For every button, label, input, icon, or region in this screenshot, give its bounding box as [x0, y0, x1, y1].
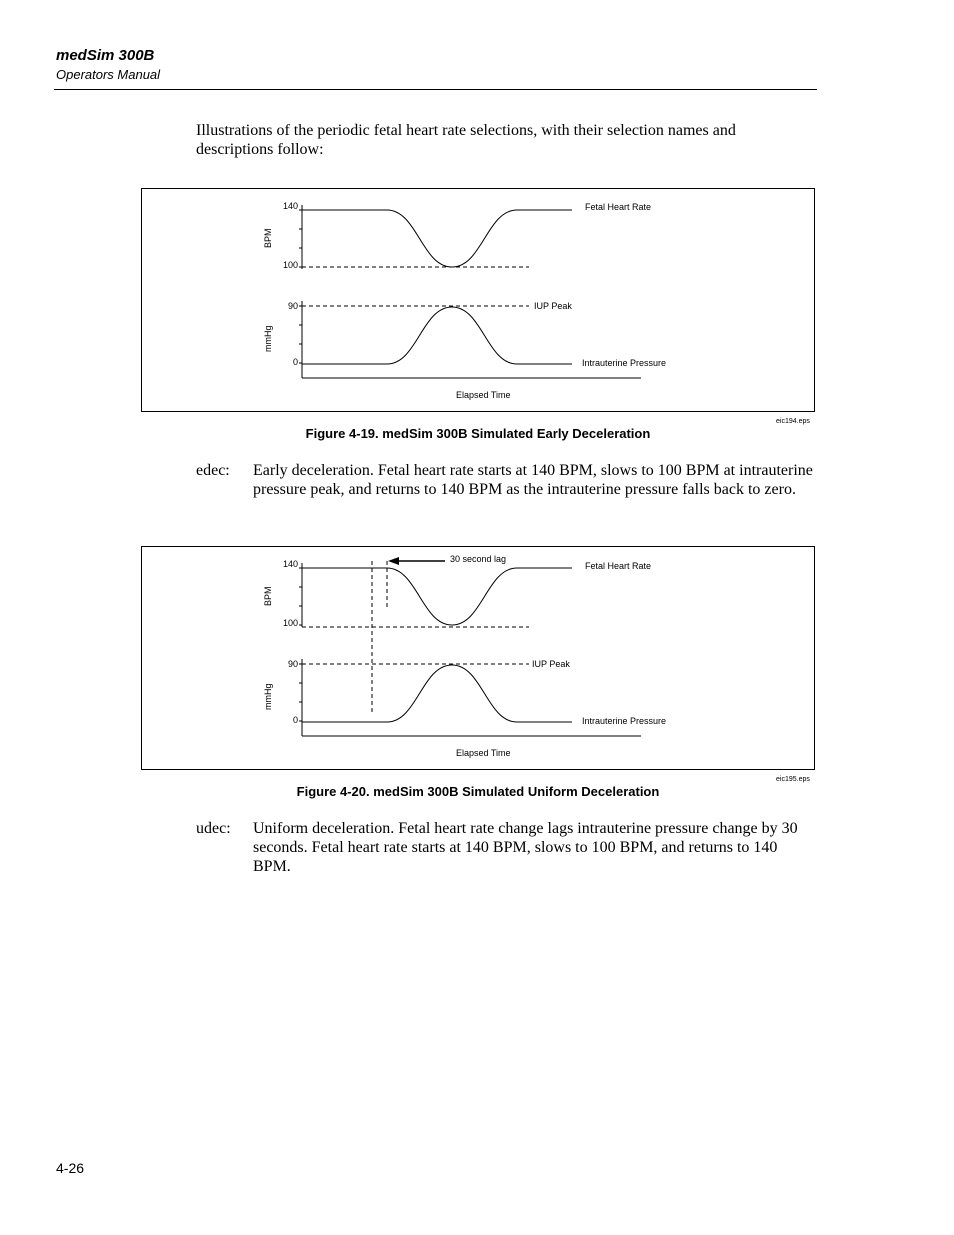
header-rule: [54, 89, 817, 90]
fetal-heart-rate-label: Fetal Heart Rate: [585, 202, 652, 212]
figure-caption: Figure 4-20. medSim 300B Simulated Uniform Deceleration: [296, 784, 660, 799]
elapsed-time-label: Elapsed Time: [456, 390, 511, 400]
tick-label-100: 100: [283, 618, 299, 628]
early-deceleration-diagram: [142, 189, 816, 413]
mmhg-axis-label: mmHg: [263, 325, 273, 352]
intrauterine-pressure-curve: [302, 307, 572, 364]
tick-label-140: 140: [283, 559, 299, 569]
tick-label-0: 0: [293, 357, 299, 367]
page-number: 4-26: [56, 1160, 85, 1176]
elapsed-time-label: Elapsed Time: [456, 748, 511, 758]
tick-label-90: 90: [288, 659, 299, 669]
figure-caption: Figure 4-19. medSim 300B Simulated Early Deceleration: [305, 426, 651, 441]
lag-label: 30 second lag: [450, 554, 507, 564]
running-header-subtitle: Operators Manual: [56, 67, 161, 82]
figure-filename: eic194.eps: [776, 418, 810, 425]
tick-label-100: 100: [283, 260, 299, 270]
tick-label-90: 90: [288, 301, 299, 311]
definition-term: edec:: [196, 462, 230, 479]
mmhg-axis-label: mmHg: [263, 683, 273, 710]
tick-label-0: 0: [293, 715, 299, 725]
running-header-title: medSim 300B: [56, 47, 155, 64]
tick-label-140: 140: [283, 201, 299, 211]
figure-uniform-deceleration: [141, 546, 815, 770]
intro-paragraph: Illustrations of the periodic fetal heart rate selections, with their selection names and descriptions follow:: [196, 122, 736, 158]
definition-term: udec:: [196, 820, 231, 837]
intrauterine-pressure-label: Intrauterine Pressure: [582, 358, 667, 368]
definition-description: Uniform deceleration. Fetal heart rate change lags intrauterine pressure change by 30 seconds. Fetal heart rate starts at 140 BPM, slows to 100 BPM, and returns to 140 BPM.: [253, 820, 798, 875]
lag-arrowhead-icon: [388, 557, 399, 565]
iup-peak-label: IUP Peak: [534, 301, 572, 311]
definition-description: Early deceleration. Fetal heart rate starts at 140 BPM, slows to 100 BPM at intrauterine pressure peak, and returns to 140 BPM as the intrauterine pressure falls back to zero.: [253, 462, 813, 498]
fetal-heart-rate-curve: [302, 210, 572, 267]
fetal-heart-rate-label: Fetal Heart Rate: [585, 561, 652, 571]
figure-filename: eic195.eps: [776, 776, 810, 783]
bpm-axis-label: BPM: [263, 586, 273, 606]
iup-peak-label: IUP Peak: [532, 659, 570, 669]
bpm-axis-label: BPM: [263, 228, 273, 248]
intrauterine-pressure-curve: [302, 665, 572, 722]
fetal-heart-rate-curve: [302, 568, 572, 625]
uniform-deceleration-diagram: [142, 547, 816, 771]
intrauterine-pressure-label: Intrauterine Pressure: [582, 716, 667, 726]
figure-early-deceleration: [141, 188, 815, 412]
